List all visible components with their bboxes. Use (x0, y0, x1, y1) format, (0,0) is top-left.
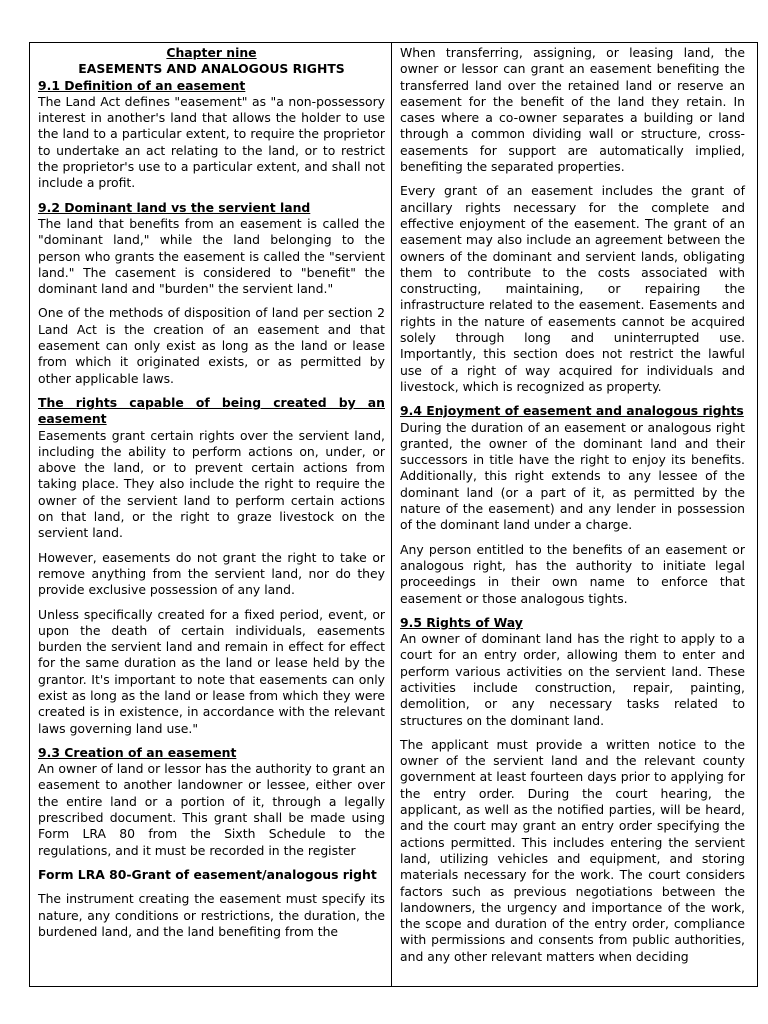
rights-paragraph-2: However, easements do not grant the right to take or remove anything from the servient land, nor do they provide exclusive possession of any land. (38, 549, 385, 598)
section-9-1-heading: 9.1 Definition of an easement (38, 77, 246, 93)
right-paragraph-1: When transferring, assigning, or leasing land, the owner or lessor can grant an easement benefiting the transferred land over the retained land or reserve an easement for the benefit of the land they retain. In cases where a co-owner separates a building or land through a common dividing wall or structure, cross-easements for support are automatically implied, benefiting the separated properties. (400, 45, 745, 175)
section-9-4-paragraph-1: During the duration of an easement or analogous right granted, the owner of the dominant land and their successors in title have the right to enjoy its benefits. Additionally, this right extends to any lessee of the dominant land (or a part of it, as permitted by the nature of the easement) and any lender in possession of the dominant land under a charge. (400, 419, 745, 533)
section-9-5-paragraph-1: An owner of dominant land has the right to apply to a court for an entry order, allowing them to enter and perform various activities on the servient land. These activities include construction, repair, painting, demolition, or any necessary tasks related to structures on the dominant land. (400, 631, 745, 728)
left-column (30, 43, 392, 986)
section-9-4-paragraph-2: Any person entitled to the benefits of an easement or analogous right, has the authority to initiate legal proceedings in their own name to enforce that easement or those analogous tights. (400, 541, 745, 606)
section-9-3-heading: 9.3 Creation of an easement (38, 744, 237, 760)
rights-paragraph-3: Unless specifically created for a fixed period, event, or upon the death of certain individuals, easements burden the servient land and remain in effect for effect for the same duration as the land or lease held by the grantor. It's important to note that easements can only exist as long as the land or lease from which they were created is in existence, in accordance with the relevant laws governing land use." (38, 606, 385, 736)
section-9-4-heading: 9.4 Enjoyment of easement and analogous rights (400, 403, 744, 419)
chapter-label: Chapter nine (166, 45, 257, 60)
section-9-1-paragraph: The Land Act defines "easement" as "a non-possessory interest in another's land that allows the holder to use the land to a particular extent, to require the proprietor to undertake an act relating to the land, or to restrict the proprietor's use to a particular extent, and shall not include a profit. (38, 93, 385, 191)
section-9-5-heading: 9.5 Rights of Way (400, 614, 523, 630)
section-9-2-paragraph-1: The land that benefits from an easement is called the "dominant land," while the land belonging to the person who grants the easement is called the "servient land." The casement is considered to "benefit" the dominant land and "burden" the servient land." (38, 215, 385, 297)
document-page (29, 42, 758, 987)
rights-paragraph-1: Easements grant certain rights over the servient land, including the ability to perform actions on, under, or above the land, or to prevent certain actions from taking place. They also include the right to require the owner of the servient land to perform certain actions on that land, or the right to graze livestock on the servient land. (38, 427, 385, 541)
rights-heading: The rights capable of being created by an easement (38, 394, 385, 427)
right-column (392, 43, 757, 986)
section-9-5-paragraph-2: The applicant must provide a written notice to the owner of the servient land and the relevant county government at least fourteen days prior to applying for the entry order. During the court hearing, the applicant, as well as the notified parties, will be heard, and the court may grant an entry order specifying the actions permitted. This includes entering the servient land, utilizing vehicles and equipment, and storing materials necessary for the work. The court considers factors such as previous negotiations between the landowners, the urgency and importance of the work, the scope and duration of the entry order, compliance with permissions and consents from public authorities, and any other relevant matters when deciding (400, 736, 745, 964)
form-lra-80-heading: Form LRA 80-Grant of easement/analogous right (38, 866, 377, 882)
section-9-2-paragraph-2: One of the methods of disposition of land per section 2 Land Act is the creation of an easement and that easement can only exist as long as the land or lease from which it originated exists, or as permitted by other applicable laws. (38, 305, 385, 386)
section-9-3-paragraph: An owner of land or lessor has the authority to grant an easement to another landowner or lessee, either over the entire land or a portion of it, through a legally prescribed document. This grant shall be made using Form LRA 80 from the Sixth Schedule to the regulations, and it must be recorded in the register (38, 761, 385, 858)
right-paragraph-2: Every grant of an easement includes the grant of ancillary rights necessary for the complete and effective enjoyment of the easement. The grant of an easement may also include an agreement between the owners of the dominant and servient lands, obligating them to contribute to the costs associated with constructing, maintaining, or repairing the infrastructure related to the easement. Easements and rights in the nature of easements cannot be acquired solely through long and uninterrupted use. Importantly, this section does not restrict the lawful use of a right of way acquired for individuals and livestock, which is recognized as property. (400, 183, 745, 394)
form-paragraph: The instrument creating the easement must specify its nature, any conditions or restrictions, the duration, the burdened land, and the land benefiting from the (38, 891, 385, 939)
section-9-2-heading: 9.2 Dominant land vs the servient land (38, 199, 311, 215)
chapter-title: EASEMENTS AND ANALOGOUS RIGHTS (78, 61, 345, 77)
